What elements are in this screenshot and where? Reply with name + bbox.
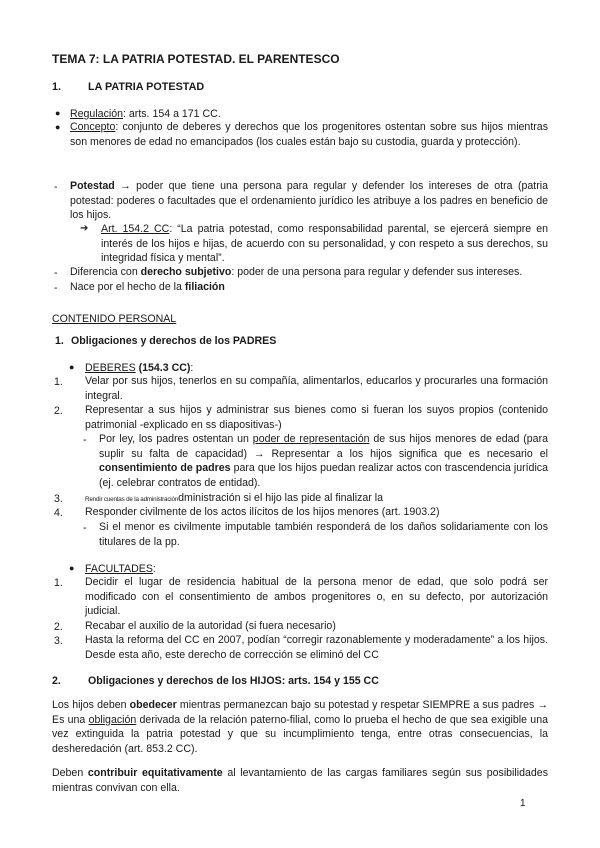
obedecer-paragraph — [52, 698, 548, 756]
diferencia-line — [70, 265, 522, 279]
section-2-number: 2. — [52, 675, 61, 687]
regulacion-label: Regulación — [70, 108, 124, 120]
p1-post: derivada de la relación paterno-filial, como lo prueba el hecho de que sea exigible una vez extinguida la patria potestad y que su incumplimiento tenga, entre otras consecuencias, la desheredación (art. 853.2 CC). — [52, 713, 548, 755]
facultad-2-text: Recabar el auxilio de la autoridad (si fuera necesario) — [85, 620, 336, 632]
potestad-text: → poder que tiene una persona para regular y defender los intereses de otra (patria potestad: poderes o facultades que el ordenamiento jurídico les atribuye a los padres en beneficio de los hijos. — [70, 180, 548, 222]
d2sub-pre: Por ley, los padres ostentan un — [99, 433, 253, 445]
deber-2-number: 2. — [54, 405, 63, 417]
p2-post: al levantamiento de las cargas familiares según sus posibilidades mientras convivan con ella. — [52, 767, 548, 794]
deber-3-number: 3. — [54, 493, 63, 505]
p1-pre: Los hijos deben — [52, 699, 130, 711]
section-1-title: LA PATRIA POTESTAD — [88, 81, 205, 93]
deberes-label: DEBERES — [85, 362, 136, 374]
concepto-paragraph — [70, 120, 548, 149]
deber-2-text: Representar a sus hijos y administrar sus bienes como si fueran los suyos propios (contenido patrimonial -explicado en ss diapositivas-) — [85, 404, 548, 431]
deber-4-text: Responder civilmente de los actos ilícitos de los hijos menores (art. 1903.2) — [85, 506, 440, 518]
section-2-title: Obligaciones y derechos de los HIJOS: arts. 154 y 155 CC — [88, 675, 379, 687]
diferencia-pre: Diferencia con — [70, 266, 141, 278]
facultad-3-number: 3. — [54, 635, 63, 647]
facultad-3-text: Hasta la reforma del CC en 2007, podían “corregir razonablemente y moderadamente” a los hijos. Desde esta año, este derecho de corrección se eliminó del CC — [85, 634, 548, 661]
p2-pre: Deben — [52, 767, 88, 779]
section-1-number: 1. — [52, 81, 62, 93]
deber-1-text: Velar por sus hijos, tenerlos en su compañía, alimentarlos, educarlos y procurarles una formación integral. — [85, 375, 548, 402]
d2sub-underlined: poder de representación — [252, 433, 370, 445]
p1-underlined: obligación — [88, 713, 137, 726]
page-number: 1 — [520, 798, 526, 809]
deber-4-sub-text: Si el menor es civilmente imputable también responderá de los daños solidariamente con los titulares de la pp. — [99, 521, 548, 548]
p1-mid: mientras permanezcan bajo su potestad y respetar SIEMPRE a sus padres → Es una — [52, 699, 548, 726]
art-154-2-paragraph — [101, 222, 548, 266]
potestad-paragraph — [70, 179, 548, 223]
facultades-colon: : — [152, 563, 156, 575]
concepto-label: Concepto — [70, 121, 116, 133]
deberes-paren: (154.3 CC) — [135, 362, 191, 374]
concepto-text: : conjunto de deberes y derechos que los progenitores ostentan sobre sus hijos mientras son menores de edad no emancipados (los cuales están bajo su custodia, guarda y protección). — [70, 121, 548, 148]
dash-marker: - — [54, 282, 58, 294]
deber-3-tiny-text: Rendir cuentas de la administración — [85, 496, 179, 503]
arrow-right-icon: ➔ — [80, 223, 89, 234]
subsection-1-number: 1. — [55, 335, 64, 347]
d2sub-mid: de sus hijos menores de edad (para suplir su falta de capacidad) → Representar a los hijos significa que es necesario el — [99, 433, 548, 460]
diferencia-bold: derecho subjetivo — [140, 266, 232, 278]
facultades-heading — [85, 562, 156, 576]
bullet-icon: ● — [69, 362, 75, 372]
d2sub-post: para que los hijos puedan realizar actos con trascendencia jurídica (ej. celebrar contratos de entidad). — [99, 462, 548, 489]
art-154-2-label: Art. 154.2 CC — [101, 223, 170, 235]
nace-bold: filiación — [184, 281, 225, 293]
dash-marker: - — [83, 434, 87, 446]
regulacion-line — [70, 107, 221, 121]
art-154-2-text: : “La patria potestad, como responsabilidad parental, se ejercerá siempre en interés de los hijos e hijas, de acuerdo con su personalidad, y con respeto a sus derechos, su integridad física y mental”. — [101, 223, 548, 265]
p2-bold: contribuir equitativamente — [87, 767, 223, 779]
deber-2-sub-paragraph — [99, 432, 548, 490]
nace-pre: Nace por el hecho de la — [70, 281, 185, 293]
d2sub-bold: consentimiento de padres — [99, 462, 231, 475]
deberes-heading — [85, 361, 193, 375]
facultad-1-number: 1. — [54, 577, 63, 589]
facultad-1-text: Decidir el lugar de residencia habitual de la persona menor de edad, que solo podrá ser modificado con el consentimiento de ambos progenitores o, en su defecto, por autorización judicial. — [85, 576, 548, 618]
contribuir-paragraph — [52, 766, 548, 795]
deber-1-number: 1. — [54, 376, 63, 388]
facultades-label: FACULTADES — [85, 563, 153, 575]
dash-marker: - — [83, 522, 87, 534]
bullet-icon: ● — [55, 122, 61, 132]
page-title: TEMA 7: LA PATRIA POTESTAD. EL PARENTESCO — [52, 52, 340, 66]
p1-bold: obedecer — [129, 699, 177, 711]
subsection-1-title: Obligaciones y derechos de los PADRES — [71, 335, 277, 347]
contenido-personal-heading: CONTENIDO PERSONAL — [52, 313, 177, 325]
bullet-icon: ● — [69, 563, 75, 573]
deber-3-text: dministración si el hijo las pide al finalizar la — [178, 492, 384, 504]
deberes-colon: : — [190, 362, 194, 374]
deber-4-number: 4. — [54, 507, 63, 519]
bullet-icon: ● — [55, 108, 61, 118]
diferencia-post: : poder de una persona para regular y defender sus intereses. — [231, 266, 523, 278]
potestad-bold: Potestad — [70, 180, 115, 192]
dash-marker: - — [54, 181, 58, 193]
facultad-2-number: 2. — [54, 621, 63, 633]
nace-line — [70, 280, 225, 294]
regulacion-text: : arts. 154 a 171 CC. — [123, 108, 221, 120]
dash-marker: - — [54, 267, 58, 279]
